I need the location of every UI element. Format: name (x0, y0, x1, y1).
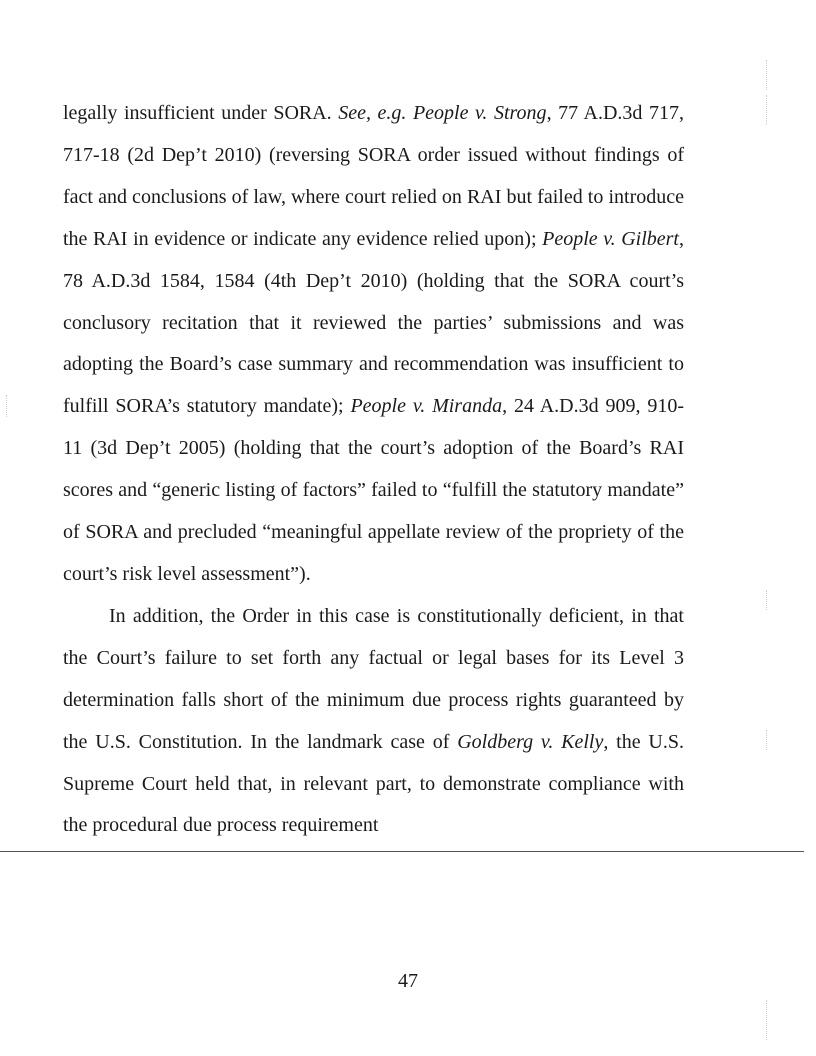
text-segment: , 77 A.D.3d 717, 717-18 (2d Dep’t 2010) (reversing SORA order issued without findings of fact and conclusions of law, where court relied on RAI but failed to introduce the RAI in evidence or indicate any evidence relied upon); (63, 102, 684, 250)
body-text (63, 93, 684, 847)
text-segment: , 78 A.D.3d 1584, 1584 (4th Dep’t 2010) (holding that the SORA court’s conclusory recitation that it reviewed the parties’ submissions and was adopting the Board’s case summary and recommendation was insufficient to fulfill SORA’s statutory mandate); (63, 227, 684, 418)
scan-margin-mark (766, 590, 767, 610)
italic-case-name: See, e.g. People v. Strong (338, 102, 547, 124)
italic-case-name: People v. Gilbert (542, 227, 679, 250)
page-number: 47 (398, 970, 418, 992)
italic-case-name: Goldberg v. Kelly (457, 730, 604, 753)
text-segment: , the U.S. Supreme Court held that, in relevant part, to demonstrate compliance with the procedural due process requirement (63, 730, 685, 837)
scan-horizontal-rule (0, 851, 804, 852)
scan-margin-mark (766, 95, 767, 125)
paragraph-citations (63, 93, 684, 596)
text-segment: , 24 A.D.3d 909, 910-11 (3d Dep’t 2005) (holding that the court’s adoption of the Board’s RAI scores and “generic listing of factors” failed to “fulfill the statutory mandate” of SORA and precluded “meaningful appellate review of the propriety of the court’s risk level assessment”). (63, 395, 684, 585)
scan-margin-mark (6, 395, 7, 417)
text-segment: In addition, the Order in this case is constitutionally deficient, in that the Court’s failure to set forth any factual or legal bases for its Level 3 determination falls short of the minimum due process rights guaranteed by the U.S. Constitution. In the landmark case of (63, 604, 684, 753)
scan-margin-mark (766, 730, 767, 750)
paragraph-due-process (63, 596, 684, 847)
text-segment: legally insufficient under SORA. (63, 102, 339, 124)
italic-case-name: People v. Miranda (350, 395, 503, 418)
scan-margin-mark (766, 60, 767, 90)
scan-margin-mark (766, 1000, 767, 1040)
